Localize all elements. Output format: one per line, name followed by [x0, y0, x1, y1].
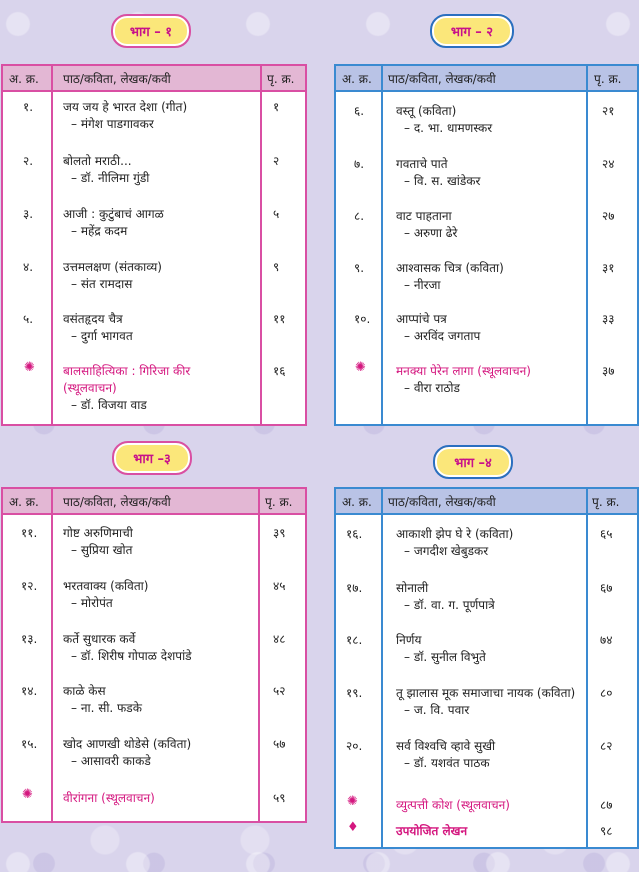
flower-icon: ✺ — [347, 794, 358, 809]
diamond-icon: ♦ — [347, 820, 359, 835]
entry-page: १ — [273, 100, 280, 114]
entry-author: – डॉ. सुनील विभुते — [404, 650, 486, 664]
toc-row — [336, 525, 637, 575]
entry-author: – डॉ. विजया वाड — [71, 398, 147, 412]
entry-number: ४. — [23, 260, 34, 274]
toc-row — [336, 579, 637, 629]
entry-page: ३१ — [602, 261, 615, 275]
part-1-badge: भाग – १ — [111, 14, 191, 48]
entry-title: वीरांगना (स्थूलवाचन) — [63, 791, 155, 805]
entry-number: ९. — [354, 261, 365, 275]
entry-number: १४. — [21, 684, 38, 698]
toc-row — [336, 631, 637, 681]
part-3-badge: भाग –३ — [112, 441, 192, 475]
entry-title: उत्तमलक्षण (संतकाव्य) — [63, 260, 162, 274]
part-4-badge: भाग –४ — [433, 445, 513, 479]
entry-page: ५९ — [273, 791, 286, 805]
entry-page: २१ — [602, 104, 615, 118]
entry-number: ८. — [354, 209, 365, 223]
entry-title-continued: (स्थूलवाचन) — [63, 381, 117, 395]
entry-page: ९ — [273, 260, 280, 274]
entry-title: जय जय हे भारत देशा (गीत) — [63, 100, 188, 114]
entry-author: – अरविंद जगताप — [404, 329, 481, 343]
entry-page: ४८ — [273, 632, 286, 646]
entry-page: २७ — [602, 209, 615, 223]
toc-row — [3, 258, 305, 308]
entry-number: १३. — [21, 632, 38, 646]
entry-title: कर्ते सुधारक कर्वे — [63, 632, 136, 646]
entry-page: ५२ — [273, 684, 286, 698]
toc-row — [336, 102, 637, 152]
entry-number: १५. — [21, 737, 38, 751]
entry-title: सर्व विश्वचि व्हावे सुखी — [396, 739, 496, 753]
entry-author: – मंगेश पाडगावकर — [71, 117, 154, 131]
entry-author: – ज. वि. पवार — [404, 703, 470, 717]
entry-title: भरतवाक्य (कविता) — [63, 579, 149, 593]
entry-author: – संत रामदास — [71, 277, 133, 291]
entry-title: मनक्या पेरेन लागा (स्थूलवाचन) — [396, 364, 531, 378]
toc-row — [336, 155, 637, 205]
entry-author: – डॉ. नीलिमा गुंडी — [71, 171, 150, 185]
entry-page: २४ — [602, 157, 615, 171]
toc-row — [3, 98, 305, 148]
entry-number: ७. — [354, 157, 365, 171]
entry-title: आप्पांचे पत्र — [396, 312, 447, 326]
entry-author: – जगदीश खेबुडकर — [404, 544, 489, 558]
toc-row — [336, 822, 637, 872]
table-header — [3, 489, 305, 515]
entry-title: आजी : कुटुंबाचं आगळ — [63, 207, 164, 221]
toc-row — [3, 205, 305, 255]
entry-number: २०. — [346, 739, 363, 753]
entry-title: खोद आणखी थोडेसे (कविता) — [63, 737, 192, 751]
entry-number: २. — [23, 154, 34, 168]
entry-author: – आसावरी काकडे — [71, 754, 151, 768]
entry-author: – वीरा राठोड — [404, 381, 460, 395]
entry-page: ८० — [600, 686, 613, 700]
toc-row — [336, 737, 637, 787]
entry-title: काळे केस — [63, 684, 106, 698]
flower-icon: ✺ — [355, 360, 366, 375]
entry-author: – दुर्गा भागवत — [71, 329, 133, 343]
entry-page: ३९ — [273, 526, 286, 540]
header-sr: अ. क्र. — [342, 72, 372, 86]
entry-author: – महेंद्र कदम — [71, 224, 128, 238]
entry-number: १६. — [346, 527, 363, 541]
entry-author: – मोरोपंत — [71, 596, 113, 610]
entry-number: ६. — [354, 104, 365, 118]
header-page: पृ. क्र. — [592, 495, 620, 509]
entry-page: ६७ — [600, 581, 613, 595]
part-4-table — [334, 487, 639, 849]
part-2-badge: भाग – २ — [430, 14, 514, 48]
entry-page: ८२ — [600, 739, 613, 753]
entry-number: १२. — [21, 579, 38, 593]
entry-page: ५७ — [273, 737, 286, 751]
entry-page: २ — [273, 154, 280, 168]
header-page: पृ. क्र. — [594, 72, 622, 86]
entry-title: वस्तू (कविता) — [396, 104, 457, 118]
toc-row — [3, 789, 305, 839]
header-title: पाठ/कविता, लेखक/कवी — [388, 495, 496, 509]
entry-author: – अरुणा ढेरे — [404, 226, 458, 240]
entry-title: गवताचे पाते — [396, 157, 448, 171]
entry-page: १६ — [273, 364, 286, 378]
toc-row — [336, 310, 637, 360]
toc-row — [336, 259, 637, 309]
entry-number: १७. — [346, 581, 363, 595]
header-sr: अ. क्र. — [9, 495, 39, 509]
toc-row — [336, 684, 637, 734]
entry-number: १. — [23, 100, 34, 114]
entry-title: तू झालास मूक समाजाचा नायक (कविता) — [396, 686, 576, 700]
toc-row — [336, 362, 637, 412]
entry-author: – ना. सी. फडके — [71, 701, 142, 715]
part-3-table — [1, 487, 307, 823]
entry-author: – द. भा. धामणस्कर — [404, 121, 493, 135]
entry-title: निर्णय — [396, 633, 422, 647]
entry-author: – नीरजा — [404, 278, 441, 292]
entry-title: आकाशी झेप घे रे (कविता) — [396, 527, 514, 541]
entry-title: आश्वासक चित्र (कविता) — [396, 261, 504, 275]
header-sr: अ. क्र. — [9, 72, 39, 86]
entry-author: – डॉ. शिरीष गोपाळ देशपांडे — [71, 649, 192, 663]
toc-row — [3, 682, 305, 732]
entry-number: ५. — [23, 312, 34, 326]
header-sr: अ. क्र. — [342, 495, 372, 509]
entry-author: – डॉ. वा. ग. पूर्णपात्रे — [404, 598, 495, 612]
part-1-table — [1, 64, 307, 426]
entry-title: व्युत्पत्ती कोश (स्थूलवाचन) — [396, 798, 510, 812]
entry-page: ११ — [273, 312, 286, 326]
flower-icon: ✺ — [22, 787, 33, 802]
entry-number: १०. — [354, 312, 371, 326]
header-title: पाठ/कविता, लेखक/कवी — [63, 72, 171, 86]
entry-page: ९८ — [600, 824, 613, 838]
entry-page: ७४ — [600, 633, 613, 647]
entry-page: ६५ — [600, 527, 613, 541]
entry-title: सोनाली — [396, 581, 429, 595]
entry-title: उपयोजित लेखन — [396, 824, 468, 838]
entry-number: ३. — [23, 207, 34, 221]
entry-page: ४५ — [273, 579, 286, 593]
header-page: पृ. क्र. — [265, 495, 293, 509]
toc-row — [3, 362, 305, 412]
entry-page: ३३ — [602, 312, 615, 326]
entry-title: वसंतहृदय चैत्र — [63, 312, 123, 326]
entry-page: ८७ — [600, 798, 613, 812]
entry-number: ११. — [21, 526, 38, 540]
toc-row — [3, 310, 305, 360]
toc-row — [3, 524, 305, 574]
entry-number: १९. — [346, 686, 363, 700]
entry-author: – वि. स. खांडेकर — [404, 174, 481, 188]
entry-title: बालसाहित्यिका : गिरिजा कीर — [63, 364, 191, 378]
entry-author: – डॉ. यशवंत पाठक — [404, 756, 490, 770]
part-2-table — [334, 64, 639, 426]
flower-icon: ✺ — [24, 360, 35, 375]
toc-row — [336, 207, 637, 257]
entry-page: ५ — [273, 207, 280, 221]
entry-title: बोलतो मराठी... — [63, 154, 132, 168]
entry-author: – सुप्रिया खोत — [71, 543, 133, 557]
toc-row — [3, 630, 305, 680]
toc-row — [3, 735, 305, 785]
header-page: पृ. क्र. — [267, 72, 295, 86]
entry-title: गोष्ट अरुणिमाची — [63, 526, 133, 540]
toc-row — [3, 577, 305, 627]
entry-number: १८. — [346, 633, 363, 647]
entry-page: ३७ — [602, 364, 615, 378]
toc-row — [3, 152, 305, 202]
entry-title: वाट पाहताना — [396, 209, 452, 223]
header-title: पाठ/कविता, लेखक/कवी — [388, 72, 496, 86]
header-title: पाठ/कविता, लेखक/कवी — [63, 495, 171, 509]
